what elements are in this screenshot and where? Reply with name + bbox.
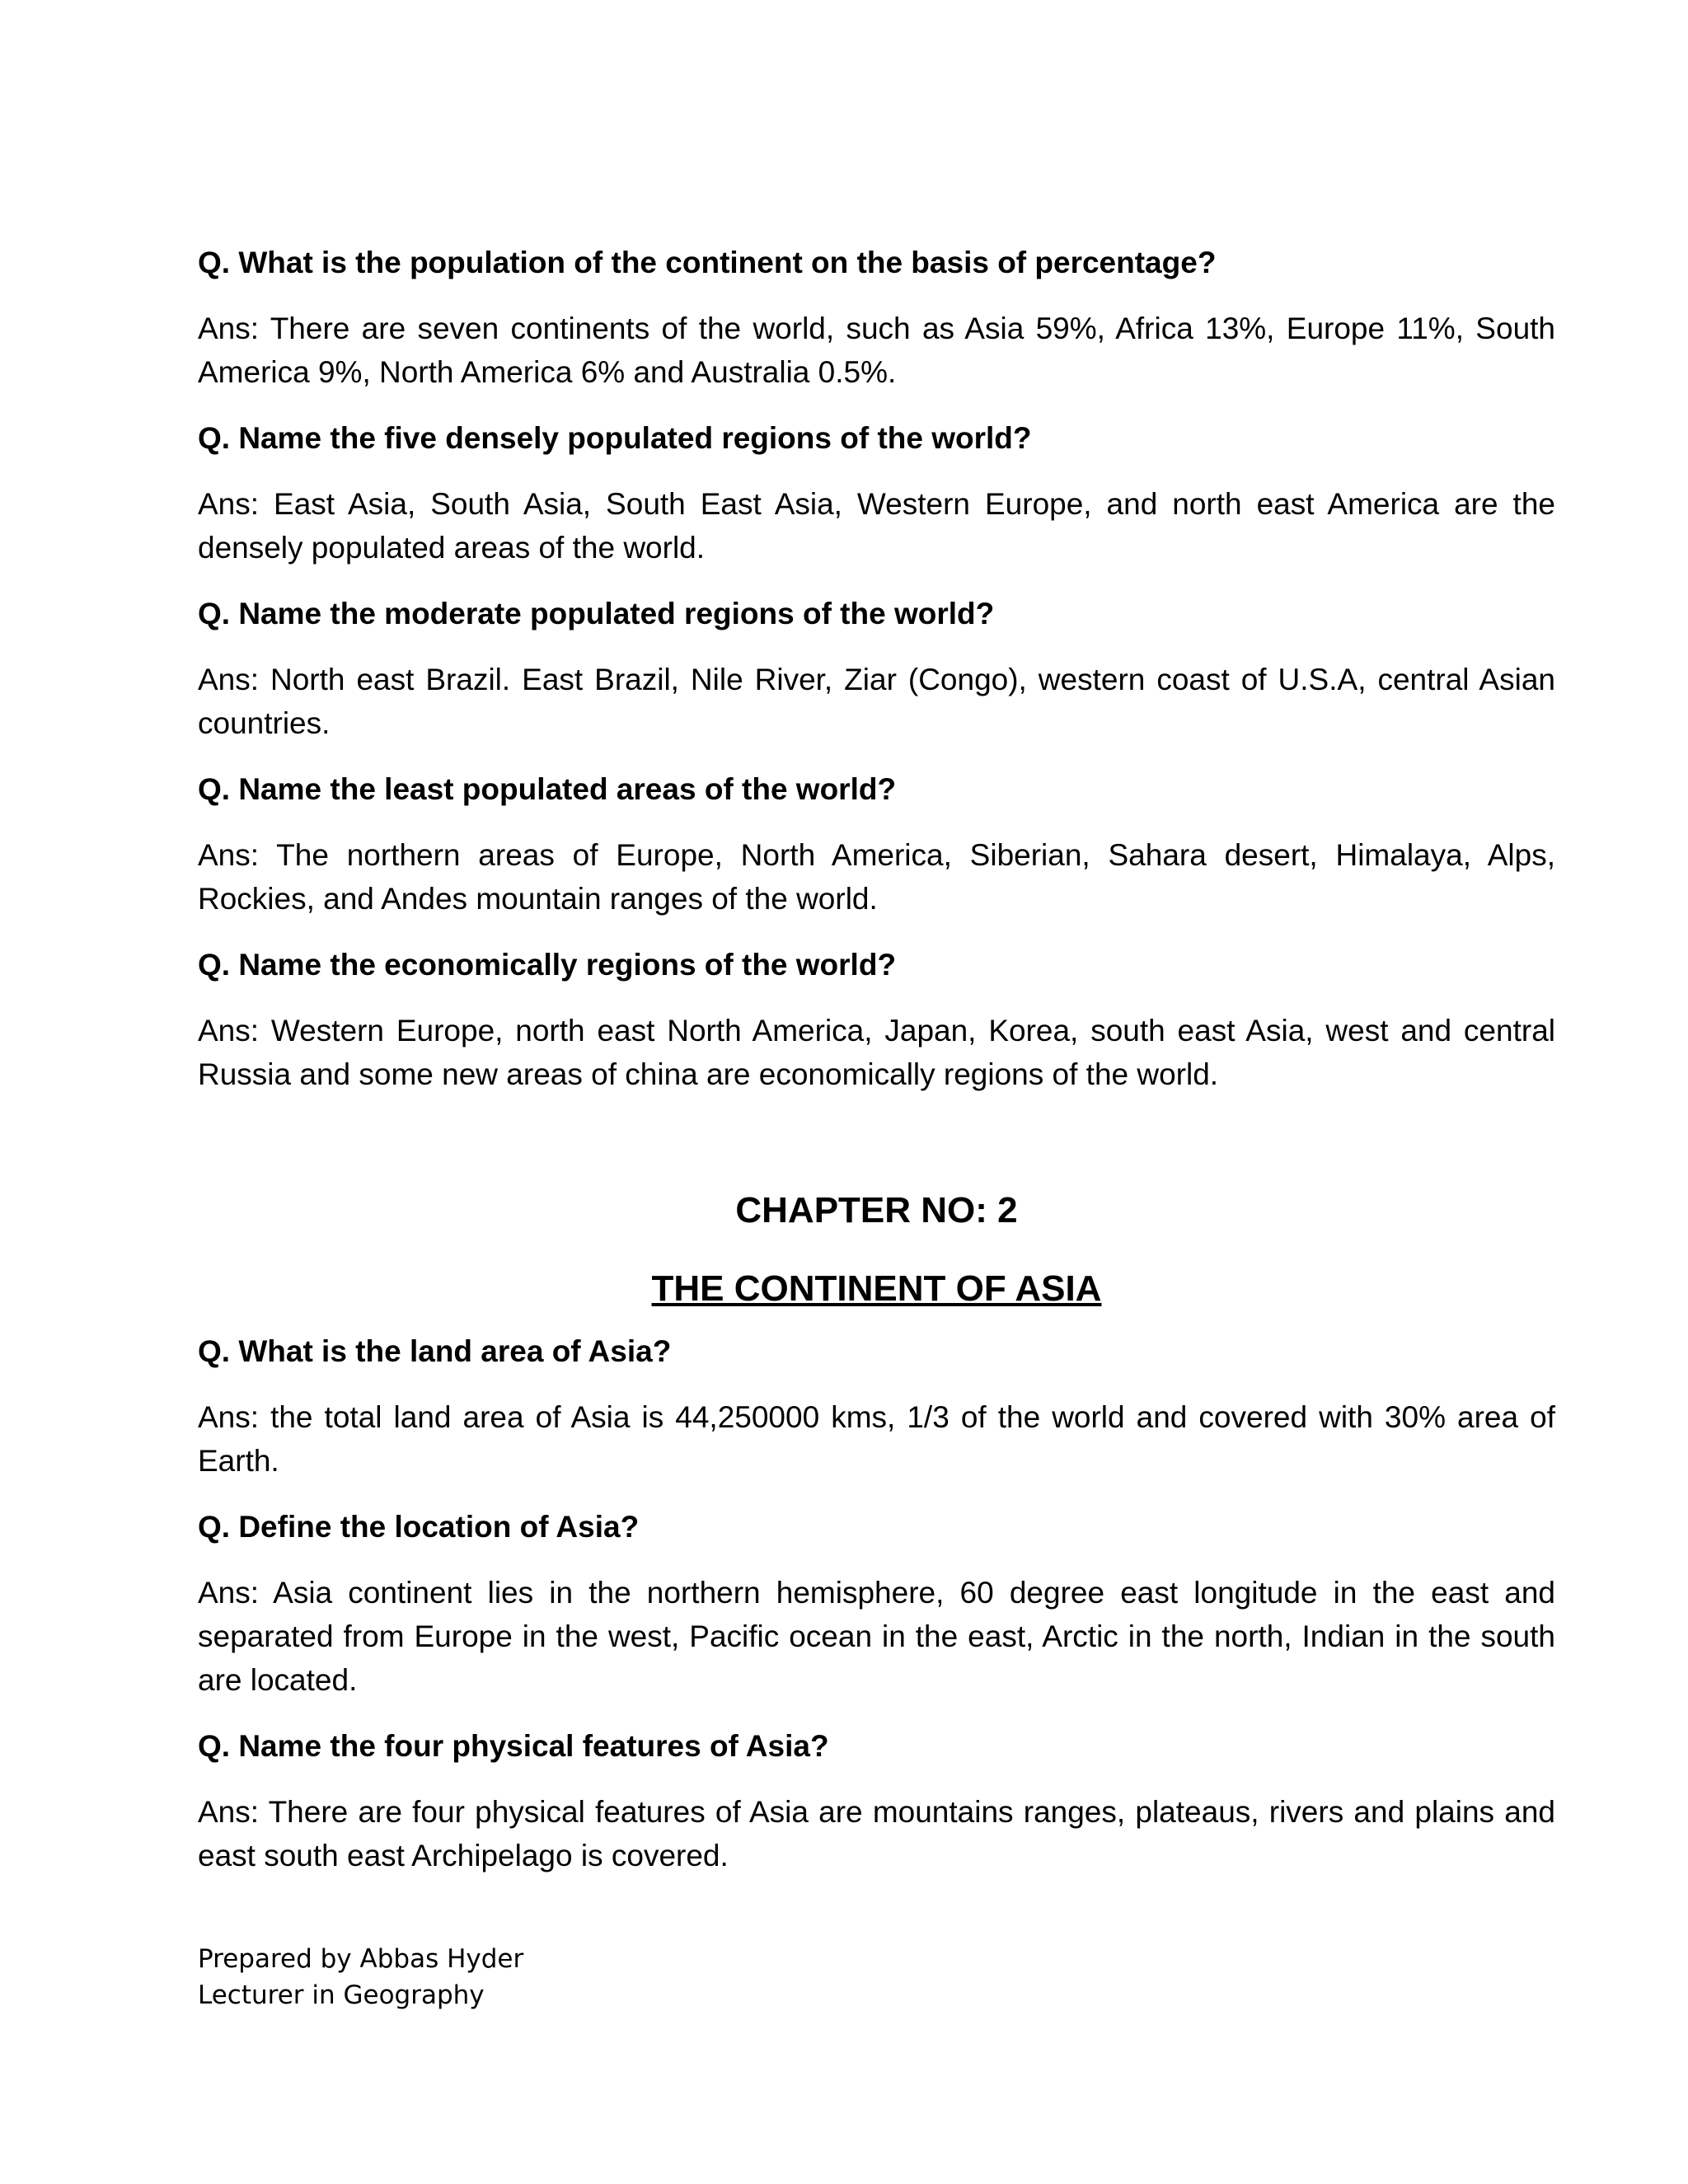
- answer-location: Ans: Asia continent lies in the northern hemisphere, 60 degree east longitude in the east and separated from Europe in the west, Pacific ocean in the east, Arctic in the north, Indian in the south are located.: [198, 1576, 1555, 1697]
- document-page: [198, 241, 1555, 1900]
- chapter-title: THE CONTINENT OF ASIA: [651, 1268, 1102, 1309]
- chapter-number: CHAPTER NO: 2: [735, 1190, 1018, 1230]
- page-footer: [198, 1941, 523, 2013]
- question-physical-features: Q. Name the four physical features of Asia?: [198, 1729, 829, 1763]
- answer-land-area: Ans: the total land area of Asia is 44,250000 kms, 1/3 of the world and covered with 30% area of Earth.: [198, 1400, 1555, 1478]
- answer-population-percentage: Ans: There are seven continents of the world, such as Asia 59%, Africa 13%, Europe 11%, South America 9%, North America 6% and Australia 0.5%.: [198, 312, 1555, 389]
- answer-moderate-populated: Ans: North east Brazil. East Brazil, Nile River, Ziar (Congo), western coast of U.S.A, central Asian countries.: [198, 663, 1555, 740]
- question-economic-regions: Q. Name the economically regions of the world?: [198, 948, 897, 982]
- answer-economic-regions: Ans: Western Europe, north east North America, Japan, Korea, south east Asia, west and central Russia and some new areas of china are economically regions of the world.: [198, 1014, 1555, 1091]
- question-population-percentage: Q. What is the population of the continent on the basis of percentage?: [198, 246, 1217, 279]
- chapter-heading: [198, 1187, 1555, 1313]
- answer-densely-populated: Ans: East Asia, South Asia, South East Asia, Western Europe, and north east America are the densely populated areas of the world.: [198, 487, 1555, 565]
- footer-role: Lecturer in Geography: [198, 1980, 485, 2010]
- question-densely-populated: Q. Name the five densely populated regions of the world?: [198, 421, 1032, 455]
- question-land-area: Q. What is the land area of Asia?: [198, 1334, 672, 1368]
- answer-physical-features: Ans: There are four physical features of Asia are mountains ranges, plateaus, rivers and plains and east south east Archipelago is covered.: [198, 1795, 1555, 1872]
- question-location: Q. Define the location of Asia?: [198, 1510, 640, 1544]
- question-moderate-populated: Q. Name the moderate populated regions of the world?: [198, 597, 995, 630]
- answer-least-populated: Ans: The northern areas of Europe, North America, Siberian, Sahara desert, Himalaya, Alps, Rockies, and Andes mountain ranges of the world.: [198, 838, 1555, 916]
- question-least-populated: Q. Name the least populated areas of the world?: [198, 772, 897, 806]
- footer-author: Prepared by Abbas Hyder: [198, 1944, 524, 1974]
